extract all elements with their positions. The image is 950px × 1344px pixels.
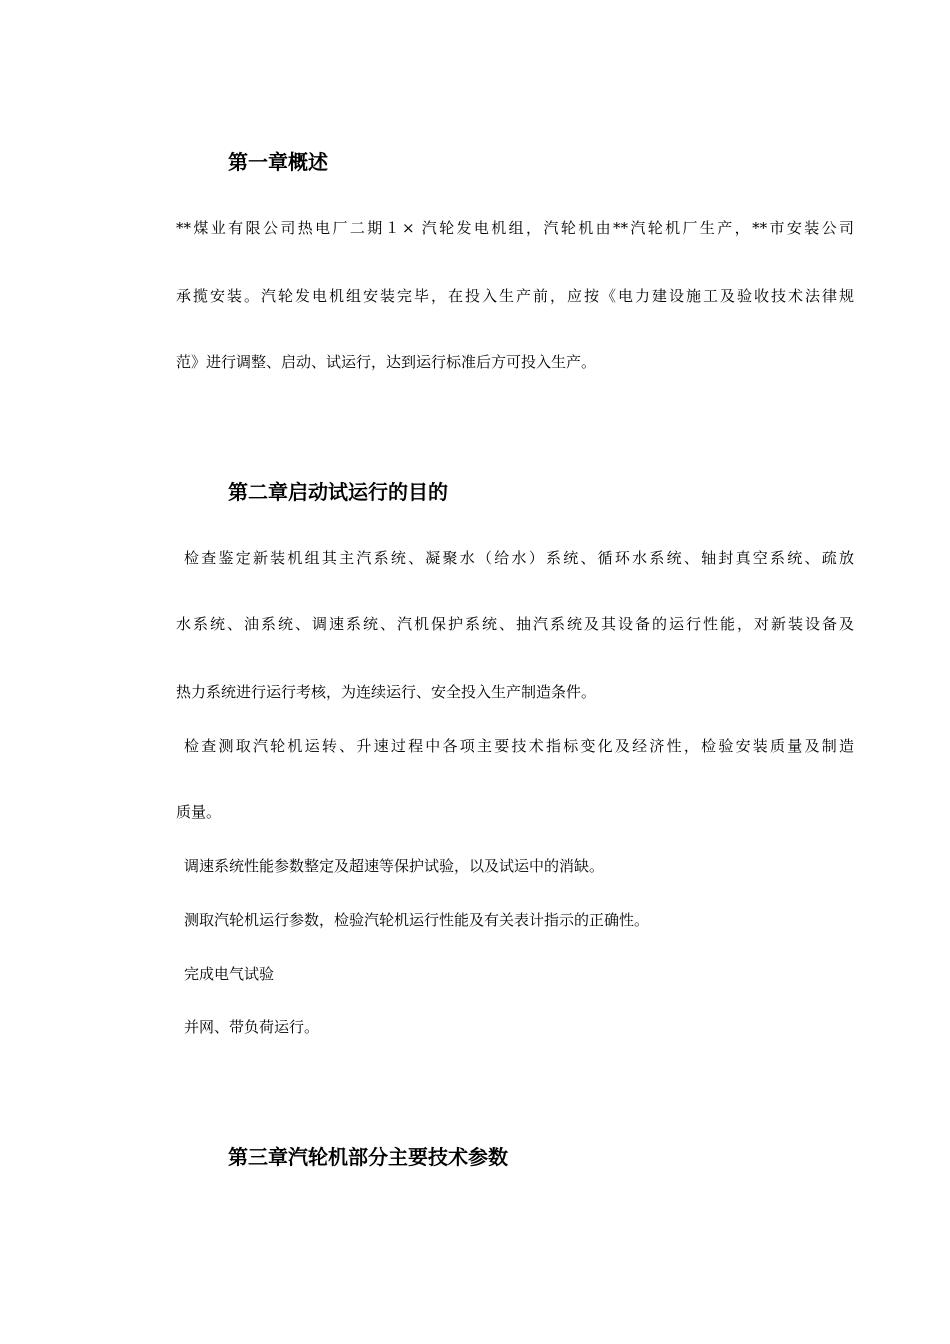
chapter-2-item-1-line-1: 检查鉴定新装机组其主汽系统、凝聚水（给水）系统、循环水系统、轴封真空系统、疏放 bbox=[184, 549, 854, 567]
chapter-2-item-3: 调速系统性能参数整定及超速等保护试验，以及试运中的消缺。 bbox=[184, 857, 605, 875]
chapter-2-item-2-line-2: 质量。 bbox=[176, 803, 222, 821]
chapter-2-item-5: 完成电气试验 bbox=[184, 965, 275, 983]
chapter-1-heading: 第一章概述 bbox=[228, 150, 328, 174]
chapter-1-paragraph-line-1: **煤业有限公司热电厂二期１× 汽轮发电机组，汽轮机由**汽轮机厂生产，**市安装公司 bbox=[176, 219, 854, 237]
chapter-3-heading: 第三章汽轮机部分主要技术参数 bbox=[228, 1145, 508, 1169]
chapter-1-paragraph-line-3: 范》进行调整、启动、试运行，达到运行标准后方可投入生产。 bbox=[176, 353, 597, 371]
chapter-2-item-4: 测取汽轮机运行参数，检验汽轮机运行性能及有关表计指示的正确性。 bbox=[184, 911, 650, 929]
chapter-2-heading: 第二章启动试运行的目的 bbox=[228, 480, 448, 504]
chapter-2-item-2-line-1: 检查测取汽轮机运转、升速过程中各项主要技术指标变化及经济性，检验安装质量及制造 bbox=[184, 737, 854, 755]
chapter-2-item-1-line-3: 热力系统进行运行考核，为连续运行、安全投入生产制造条件。 bbox=[176, 683, 597, 701]
chapter-1-paragraph-line-2: 承揽安装。汽轮发电机组安装完毕，在投入生产前，应按《电力建设施工及验收技术法律规 bbox=[176, 287, 854, 305]
chapter-2-item-1-line-2: 水系统、油系统、调速系统、汽机保护系统、抽汽系统及其设备的运行性能，对新装设备及 bbox=[176, 615, 854, 633]
chapter-2-item-6: 并网、带负荷运行。 bbox=[184, 1018, 320, 1036]
